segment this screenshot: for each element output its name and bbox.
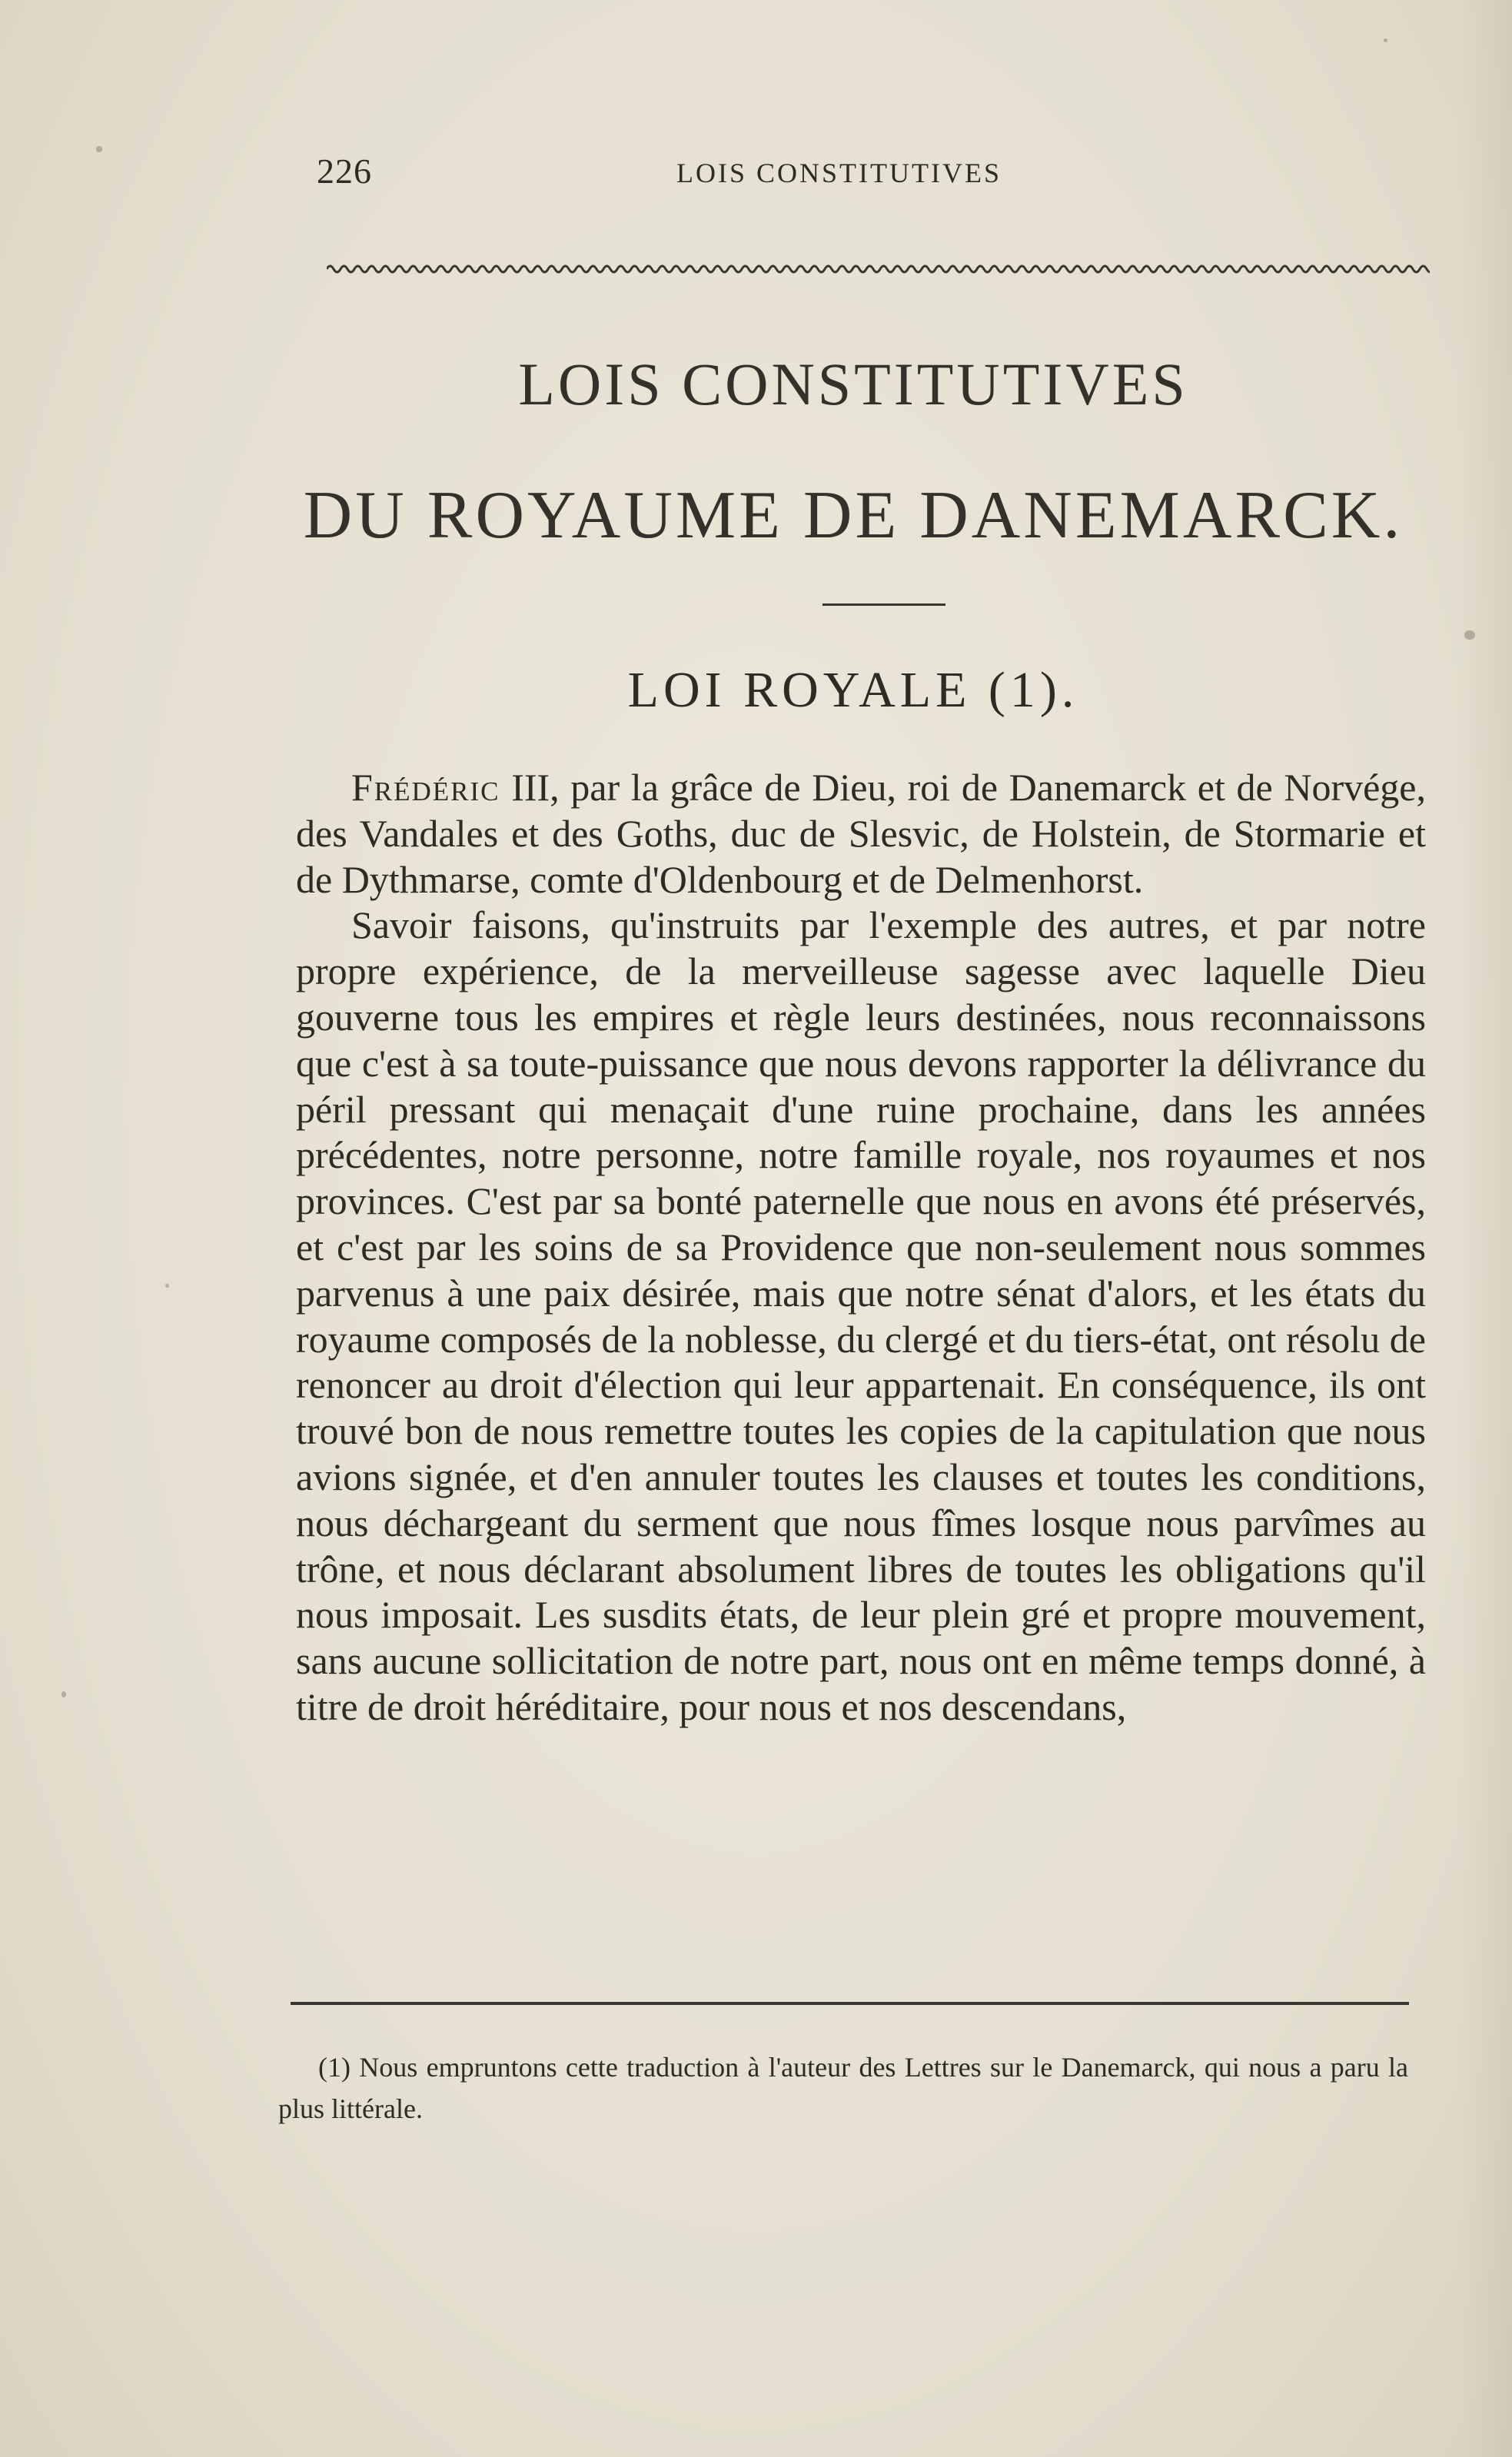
paper-speck: [1464, 630, 1475, 640]
page-edge-shadow: [1458, 0, 1512, 2457]
wavy-ornamental-rule: [327, 261, 1430, 277]
running-head: [307, 151, 1076, 197]
paragraph-1: [296, 765, 1426, 903]
paper-speck: [96, 146, 102, 152]
running-title: LOIS CONSTITUTIVES: [676, 158, 1002, 188]
paper-speck: [61, 1691, 66, 1697]
footnote: (1) Nous empruntons cette traduction à l'auteur des Lettres sur le Danemarck, qui nous a paru la plus littérale.: [278, 2052, 1408, 2124]
page-number: 226: [317, 151, 372, 191]
footnote-rule: [291, 2002, 1409, 2005]
body-text: [296, 765, 1426, 1731]
main-title-line-1: LOIS CONSTITUTIVES: [518, 351, 1188, 417]
paper-speck: [1384, 38, 1387, 42]
paper-speck: [165, 1284, 169, 1288]
title-divider: [822, 603, 945, 606]
main-title-line-2: DU ROYAUME DE DANEMARCK.: [303, 478, 1404, 553]
section-heading: LOI ROYALE (1).: [627, 662, 1079, 718]
paragraph-1-smallcaps-name: Frédéric: [351, 766, 500, 809]
paragraph-1-text: III, par la grâce de Dieu, roi de Danemarck et de Norvége, des Vandales et des Goths, duc de Slesvic, de Holstein, de Stormarie et de Dythmarse, comte d'Oldenbourg et de Delmenhorst.: [296, 766, 1426, 901]
paragraph-2: Savoir faisons, qu'instruits par l'exemple des autres, et par notre propre expérience, de la merveilleuse sagesse avec laquelle Dieu gouverne tous les empires et règle leurs destinées, nous reconnaissons que c'est à sa toute-puissance que nous devons rapporter la délivrance du péril pressant qui menaçait d'une ruine prochaine, dans les années précédentes, notre personne, notre famille royale, nos royaumes et nos provinces. C'est par sa bonté paternelle que nous en avons été préservés, et c'est par les soins de sa Providence que non-seulement nous sommes parvenus à une paix désirée, mais que notre sénat d'alors, et les états du royaume composés de la noblesse, du clergé et du tiers-état, ont résolu de renoncer au droit d'élection qui leur appartenait. En conséquence, ils ont trouvé bon de nous remettre toutes les copies de la capitulation que nous avions signée, et d'en annuler toutes les clauses et toutes les conditions, nous déchargeant du serment que nous fîmes losque nous parvîmes au trône, et nous déclarant absolument libres de toutes les obligations qu'il nous imposait. Les susdits états, de leur plein gré et propre mouvement, sans aucune sollicitation de notre part, nous ont en même temps donné, à titre de droit héréditaire, pour nous et nos descendans,: [296, 903, 1426, 1728]
